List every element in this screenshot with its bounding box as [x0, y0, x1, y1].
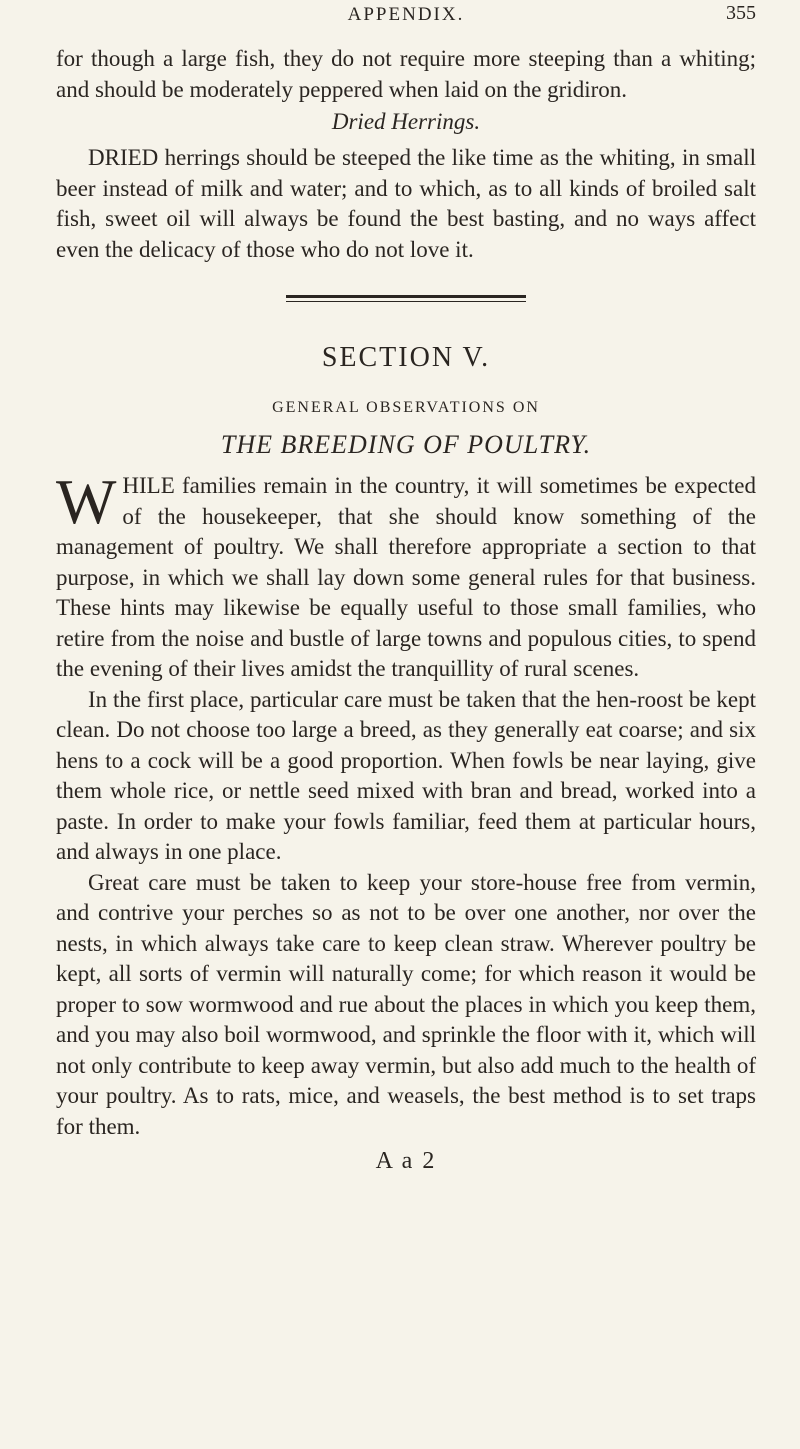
section-divider — [286, 295, 526, 302]
running-title: APPENDIX. — [347, 4, 465, 25]
page-number: 355 — [726, 2, 756, 24]
signature-mark: A a 2 — [375, 1148, 437, 1174]
paragraph-dried-herrings: DRIED herrings should be steeped the like time as the whiting, in small beer instead of milk and water; and to which, as to all kinds of broiled salt fish, sweet oil will always be found the best basting, and no ways affect even the delicacy of those who do not love it. — [56, 145, 756, 262]
paragraph-section-opening-text: HILE families remain in the country, it will sometimes be expected of the housekeeper, that she should know something of the management of poultry. We shall therefore appropriate a section to that purpose, in which we shall lay down some general rules for that business. These hints may likewise be equally useful to those small families, who retire from the noise and bustle of large towns and populous cities, to spend the evening of their lives amidst the tranquillity of rural scenes. — [56, 473, 756, 681]
paragraph-store-house: Great care must be taken to keep your store-house free from vermin, and contrive your perches so as not to be over one another, nor over the nests, in which always take care to keep clean straw. Wherever poultry be kept, all sorts of vermin will naturally come; for which reason it would be proper to sow wormwood and rue about the places in which you keep them, and you may also boil wormwood, and sprinkle the floor with it, which will not only contribute to keep away vermin, but also add much to the health of your poultry. As to rats, mice, and weasels, the best method is to set traps for them. — [56, 869, 756, 1139]
paragraph-section-opening — [56, 466, 756, 685]
section-title: SECTION V. — [321, 342, 491, 373]
paragraph-intro: for though a large fish, they do not require more steeping than a whiting; and should be moderately peppered when laid on the gridiron. — [56, 46, 756, 102]
paragraph-hen-roost: In the first place, particular care must be taken that the hen-roost be kept clean. Do not choose too large a breed, as they generally eat coarse; and six hens to a cock will be a good proportion. When fowls be near laying, give them whole rice, or nettle seed mixed with bran and bread, worked into a paste. In order to make your fowls familiar, feed them at particular hours, and always in one place. — [56, 686, 756, 864]
section-heading: THE BREEDING OF POULTRY. — [220, 430, 592, 459]
divider-thin-rule — [286, 301, 526, 302]
divider-thick-rule — [286, 295, 526, 298]
running-head — [56, 0, 756, 44]
subhead-dried-herrings: Dried Herrings. — [331, 109, 481, 134]
section-subtitle: GENERAL OBSERVATIONS ON — [272, 399, 540, 416]
drop-cap: W — [56, 466, 117, 537]
